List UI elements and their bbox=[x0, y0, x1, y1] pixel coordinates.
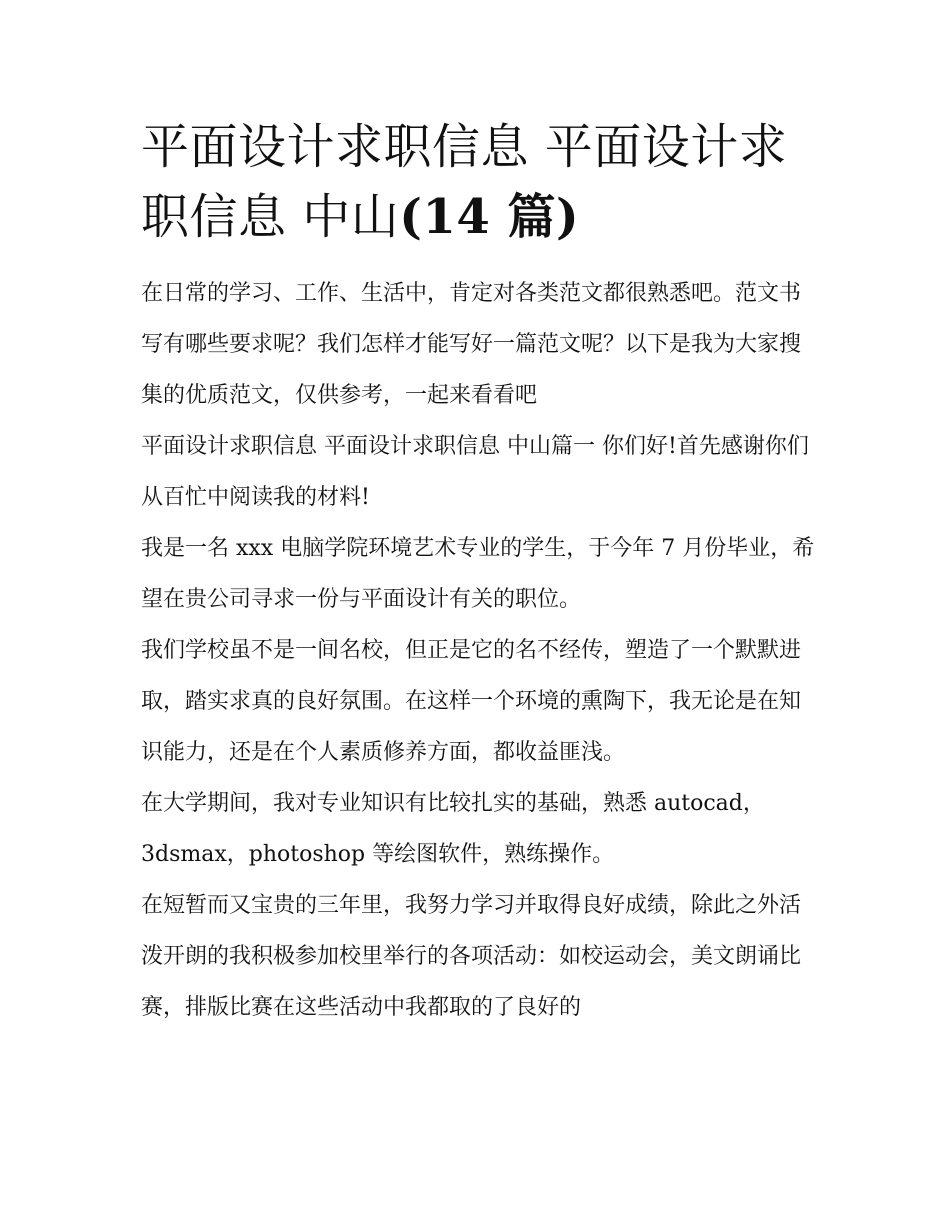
paragraph-school: 我们学校虽不是一间名校，但正是它的名不经传，塑造了一个默默进取，踏实求真的良好氛围。在这样一个环境的熏陶下，我无论是在知识能力，还是在个人素质修养方面，都收益匪浅。 bbox=[141, 638, 802, 765]
paragraph-greeting: 平面设计求职信息 平面设计求职信息 中山篇一 你们好!首先感谢你们从百忙中阅读我的材料! bbox=[141, 434, 809, 510]
document-title-count: (14 篇) bbox=[399, 189, 580, 245]
document-content bbox=[141, 112, 817, 1033]
document-body bbox=[141, 268, 817, 1033]
document-title bbox=[141, 112, 817, 252]
paragraph-intro: 在日常的学习、工作、生活中，肯定对各类范文都很熟悉吧。范文书写有哪些要求呢？我们怎样才能写好一篇范文呢？以下是我为大家搜集的优质范文，仅供参考，一起来看看吧 bbox=[141, 281, 802, 408]
paragraph-skills: 在大学期间，我对专业知识有比较扎实的基础，熟悉 autocad，3dsmax，photoshop 等绘图软件，熟练操作。 bbox=[141, 791, 765, 867]
paragraph-self-intro: 我是一名 xxx 电脑学院环境艺术专业的学生，于今年 7 月份毕业，希望在贵公司寻求一份与平面设计有关的职位。 bbox=[141, 536, 815, 612]
document-title-text: 平面设计求职信息 平面设计求职信息 中山 bbox=[141, 119, 788, 245]
paragraph-activities: 在短暂而又宝贵的三年里，我努力学习并取得良好成绩，除此之外活泼开朗的我积极参加校里举行的各项活动：如校运动会，美文朗诵比赛，排版比赛在这些活动中我都取的了良好的 bbox=[141, 893, 802, 1020]
